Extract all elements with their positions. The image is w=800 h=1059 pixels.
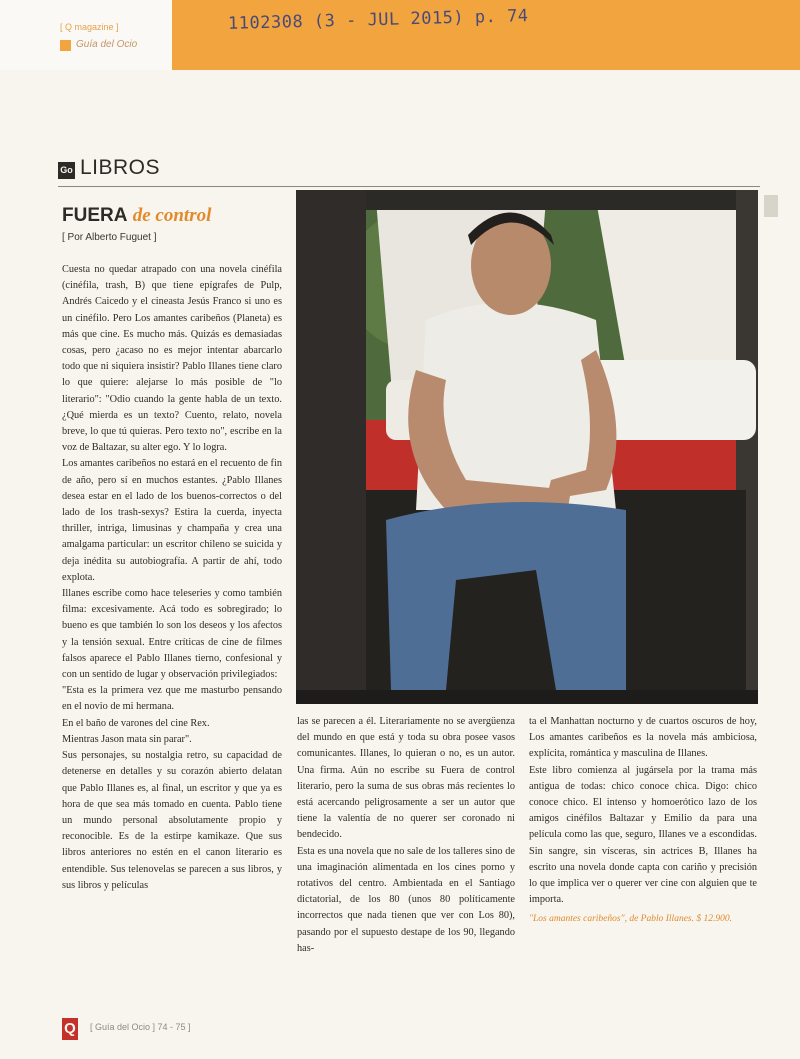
headline-accent: de control [132, 205, 212, 226]
paragraph: las se parecen a él. Literariamente no se avergüenza del mundo en que está y toda su obra posee vasos comunicantes. Illanes, lo quieran o no, es un autor. Una firma. Aún no escribe su Fuera de control literario, pero la suma de sus obras más recientes lo está acercando peligrosamente a ser un autor que tiene la valentía de no querer ser coronado ni bendecido. [297, 716, 515, 841]
book-caption: "Los amantes caribeños", de Pablo Illanes. $ 12.900. [529, 914, 732, 925]
guide-logo-icon [60, 40, 71, 51]
headline-main: FUERA [62, 205, 128, 226]
quote-line: En el baño de varones del cine Rex. [62, 717, 210, 729]
paragraph: Esta es una novela que no sale de los talleres sino de una imaginación alimentada en los cines porno y rotativos del centro. Ambientada en el Santiago dictatorial, de los 80 (unos 80 políticamente incorrectos que nada tienen que ver con Los 80), pasando por el supuesto destape de los 90, llegando has- [297, 845, 515, 954]
quote-line: Mientras Jason mata sin parar". [62, 733, 192, 745]
section-title: LIBROS [80, 156, 161, 179]
photo-credit-mark [764, 195, 778, 217]
paragraph: Cuesta no quedar atrapado con una novela cinéfila (cinéfila, trash, B) que tiene epígrafes de Pulp, Andrés Caicedo y el cineasta Jesús Franco si uno es un cinéfilo. Pero Los amantes caribeños (Planeta) es más que cine. Es mucho más. Quizás es demasiadas cosas, pero ¿acaso no es mejor intentar abarcarlo todo que ni siquiera insistir? Pablo Illanes tiene claro lo que quiere: alejarse lo más posible de "lo literario": "Odio cuando la gente habla de un texto. ¿Qué mierda es un texto? Cuento, relato, novela breve, lo que tú quieras. Pero texto no", escribe en la voz de Baltazar, su alter ego. Y lo logra. [62, 264, 282, 454]
paragraph: Los amantes caribeños no estará en el recuento de fin de año, pero sí en muchos estantes. ¿Pablo Illanes desea estar en el lado de los buenos-correctos o del lado de los trash-sexys? Estira la cuerda, inyecta thriller, intriga, limusinas y champaña y crea una amalgama particular: un escritor chileno se suicida y deja inédita su autobiografía. A partir de ahí, todo explota. [62, 458, 282, 583]
paragraph: Sus personajes, su nostalgia retro, su capacidad de detenerse en detalles y su corazón abierto delatan que Pablo Illanes es, al final, un escritor y que ya es hora de que sea más tomado en cuenta. Pablo tiene un mundo personal absolutamente propio y reconocible. Es de la estirpe kamikaze. Que sus libros anteriores no estén en el canon literario es entendible. Sus telenovelas se parecen a sus libros, y sus libros y películas [62, 750, 282, 891]
section-icon: Go [58, 162, 75, 179]
article-column-2 [297, 714, 515, 982]
magazine-tag: [ Q magazine ] [60, 22, 119, 32]
handwritten-archive-note: 1102308 (3 - JUL 2015) p. 74 [227, 6, 529, 34]
paragraph: Este libro comienza al jugársela por la trama más antigua de todas: chico conoce chica. Digo: chico conoce chico. El intenso y homoerótico lazo de los amigos cinéfilos Baltazar y Emilio da para una película como las que, seguro, Illanes ve a escondidas. Sin sangre, sin vísceras, sin actrices B, Illanes ha escrito una novela donde capta con cariño y precisión lo que implica ver o querer ver cine con alguien que te importa. [529, 764, 757, 906]
article-headline [62, 205, 211, 227]
quote-line: "Esta es la primera vez que me masturbo pensando en el novio de mi hermana. [62, 685, 282, 713]
article-column-1 [62, 262, 282, 982]
author-photo [296, 190, 758, 704]
magazine-q-icon: Q [62, 1018, 78, 1040]
footer-page-info: [ Guía del Ocio ] 74 - 75 ] [90, 1022, 191, 1032]
paragraph: ta el Manhattan nocturno y de cuartos oscuros de hoy, Los amantes caribeños es la novela más ambiciosa, explícita, romántica y masculina de Illanes. [529, 716, 757, 760]
header-left-panel [0, 0, 172, 70]
guide-label: Guía del Ocio [76, 39, 138, 50]
author-portrait-illustration [296, 190, 758, 704]
paragraph: Illanes escribe como hace teleseries y como también filma: excesivamente. Acá todo es sobregirado; lo bueno es que también lo son los deseos y los afectos y la tensión sexual. Entre críticas de cine de filmes falsos aparece el Pablo Illanes tierno, confesional y con un sentido de lugar y observación privilegiados: [62, 588, 282, 681]
article-column-3 [529, 714, 757, 982]
section-divider [58, 186, 760, 187]
article-byline: [ Por Alberto Fuguet ] [62, 232, 157, 243]
